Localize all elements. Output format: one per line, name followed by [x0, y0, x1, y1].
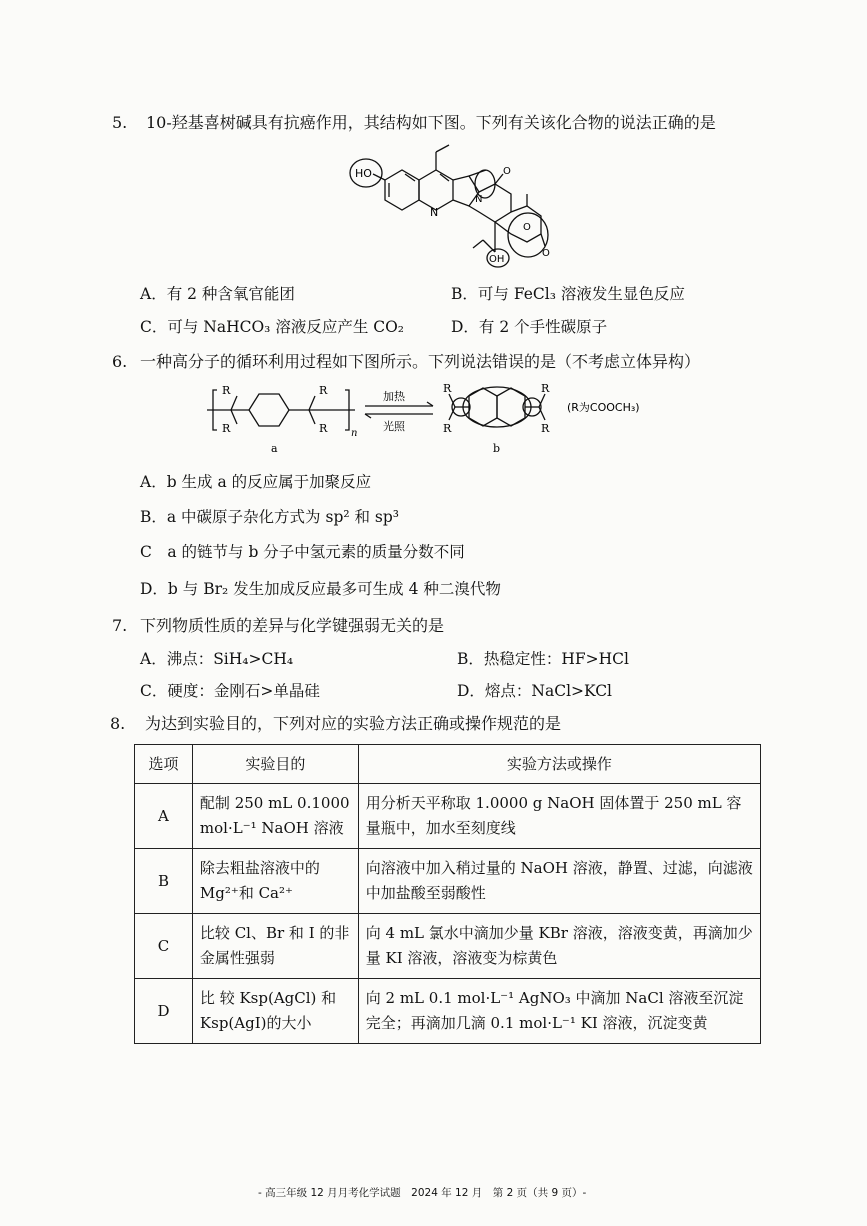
q6-reaction-scheme: [205, 378, 675, 460]
q5-stem: 10-羟基喜树碱具有抗癌作用，其结构如下图。下列有关该化合物的说法正确的是: [146, 113, 716, 132]
r-note: (R为COOCH₃): [567, 401, 640, 414]
row-purpose: 比 较 Ksp(AgCl) 和 Ksp(AgI)的大小: [192, 979, 358, 1044]
row-option: D: [135, 979, 193, 1044]
q5-structure-diagram: [345, 140, 555, 278]
q7-stem: 下列物质性质的差异与化学键强弱无关的是: [140, 616, 445, 635]
table-header-row: [135, 745, 761, 784]
experiment-table: [134, 744, 761, 1044]
r-label-4: R: [319, 422, 328, 435]
q5-option-a: A．有 2 种含氧官能团: [140, 285, 295, 303]
q7-option-d: D．熔点：NaCl>KCl: [457, 682, 613, 700]
row-method: 用分析天平称取 1.0000 g NaOH 固体置于 250 mL 容量瓶中，加水至刻度线: [358, 784, 760, 849]
q8-stem: 为达到实验目的，下列对应的实验方法正确或操作规范的是: [145, 714, 562, 733]
label-b: b: [493, 442, 501, 455]
row-option: C: [135, 914, 193, 979]
n2-label: N: [475, 194, 483, 205]
o2-label: O: [523, 222, 531, 233]
r-label-7: R: [541, 382, 550, 395]
q5-option-d: D．有 2 个手性碳原子: [451, 318, 608, 336]
q6-option-d: D．b 与 Br₂ 发生加成反应最多可生成 4 种二溴代物: [140, 580, 501, 598]
r-label-5: R: [443, 382, 452, 395]
ho-label: HO: [355, 167, 372, 180]
q7-option-c: C．硬度：金刚石>单晶硅: [140, 682, 320, 700]
q6-option-a: A．b 生成 a 的反应属于加聚反应: [140, 473, 372, 491]
header-purpose: 实验目的: [192, 745, 358, 784]
row-option: A: [135, 784, 193, 849]
row-purpose: 除去粗盐溶液中的 Mg²⁺和 Ca²⁺: [192, 849, 358, 914]
q6-option-b: B．a 中碳原子杂化方式为 sp² 和 sp³: [140, 508, 400, 526]
header-option: 选项: [135, 745, 193, 784]
q6-stem: 一种高分子的循环利用过程如下图所示。下列说法错误的是（不考虑立体异构）: [140, 352, 701, 371]
oh-label: OH: [489, 254, 505, 265]
header-method: 实验方法或操作: [358, 745, 760, 784]
q6-option-c: C a 的链节与 b 分子中氢元素的质量分数不同: [140, 543, 465, 561]
r-label-2: R: [222, 422, 231, 435]
table-row: [135, 979, 761, 1044]
n-subscript: n: [351, 428, 358, 439]
label-a: a: [271, 442, 278, 455]
light-label: 光照: [383, 420, 405, 433]
q5-number: 5.: [112, 113, 128, 132]
q5-option-c: C．可与 NaHCO₃ 溶液反应产生 CO₂: [140, 318, 405, 336]
o1-label: O: [503, 166, 511, 177]
r-label-1: R: [222, 384, 231, 397]
row-option: B: [135, 849, 193, 914]
q7-number: 7.: [112, 616, 128, 635]
page-footer: - 高三年级 12 月月考化学试题 2024 年 12 月 第 2 页（共 9 页）-: [258, 1187, 587, 1199]
row-purpose: 配制 250 mL 0.1000 mol·L⁻¹ NaOH 溶液: [192, 784, 358, 849]
q7-option-a: A．沸点：SiH₄>CH₄: [140, 650, 294, 668]
n-label: N: [430, 206, 439, 219]
r-label-8: R: [541, 422, 550, 435]
q6-number: 6.: [112, 352, 128, 371]
heat-label: 加热: [383, 390, 405, 403]
o3-label: O: [542, 248, 550, 259]
r-label-3: R: [319, 384, 328, 397]
table-row: [135, 849, 761, 914]
q8-number: 8.: [110, 714, 126, 733]
table-row: [135, 914, 761, 979]
q5-option-b: B．可与 FeCl₃ 溶液发生显色反应: [451, 285, 685, 303]
row-method: 向 2 mL 0.1 mol·L⁻¹ AgNO₃ 中滴加 NaCl 溶液至沉淀完全；再滴加几滴 0.1 mol·L⁻¹ KI 溶液，沉淀变黄: [358, 979, 760, 1044]
row-method: 向溶液中加入稍过量的 NaOH 溶液，静置、过滤，向滤液中加盐酸至弱酸性: [358, 849, 760, 914]
table-row: [135, 784, 761, 849]
row-purpose: 比较 Cl、Br 和 I 的非金属性强弱: [192, 914, 358, 979]
r-label-6: R: [443, 422, 452, 435]
row-method: 向 4 mL 氯水中滴加少量 KBr 溶液，溶液变黄，再滴加少量 KI 溶液，溶液变为棕黄色: [358, 914, 760, 979]
q7-option-b: B．热稳定性：HF>HCl: [457, 650, 629, 668]
